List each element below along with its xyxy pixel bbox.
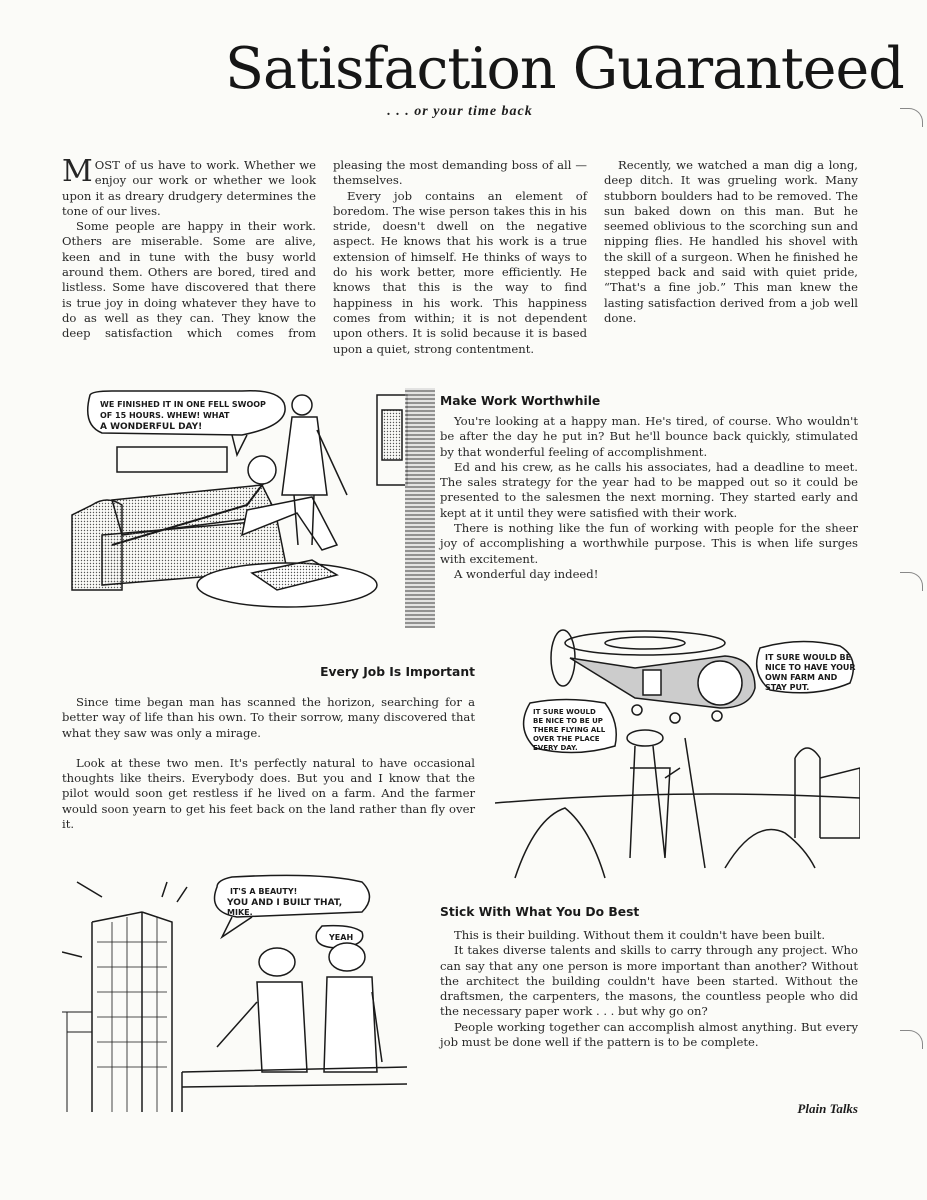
page-title: Satisfaction Guaranteed (225, 36, 904, 102)
builders-reply-bubble: YEAH (329, 933, 354, 942)
intro-paragraph-2: Some people are happy in their work. Others are miserable. Some are alive, keen and in tune with the busy world around them. Others are bored, tired and listless. Some have discovered that there is true joy in doing whatever they have to do as well as they can. They know the deep satisfaction which comes from pleasing the most demanding boss of all — themselves. (62, 158, 587, 341)
section-body-every-job-is-important (62, 695, 475, 832)
builders-bubble-line-2: YOU AND I BUILT THAT, (227, 898, 343, 908)
pilot-bubble-line-4: STAY PUT. (765, 683, 810, 692)
paragraph: Look at these two men. It's perfectly natural to have occasional thoughts like theirs. Everybody does. But you and I know that the pilot would soon get restless if he lived on a farm. And the farmer would soon yearn to get his feet back on the land rather than fly over it. (62, 755, 475, 832)
office-bubble-line-2: OF 15 HOURS. WHEW! WHAT (100, 411, 230, 420)
publication-signature: Plain Talks (797, 1101, 858, 1116)
paragraph: People working together can accomplish almost anything. But every job must be done well if the pattern is to be complete. (440, 1019, 858, 1050)
builders-cartoon-illustration (62, 872, 407, 1117)
halftone-strip (405, 388, 435, 628)
pilot-bubble-line-3: OWN FARM AND (765, 673, 838, 682)
paragraph: Ed and his crew, as he calls his associates, had a deadline to meet. The sales strategy for the year had to be mapped out so it could be presented to the salesmen the next morning. They started early and kept at it until they were satisfied with their work. (440, 459, 858, 520)
intro-columns (62, 154, 858, 373)
paragraph: It takes diverse talents and skills to carry through any project. Who can say that any one person is more important than another? Without the architect the building couldn't have been started. Without the draftsmen, the carpenters, the masons, the countless people who did the necessary paper work . . . but why go on? (440, 943, 858, 1019)
farmer-bubble-line-5: EVERY DAY. (533, 744, 578, 752)
intro-paragraph-1: MOST of us have to work. Whether we enjoy our work or whether we look upon it as dreary drudgery determines the tone of our lives. (62, 154, 316, 218)
office-cartoon-illustration (62, 385, 442, 630)
pilot-bubble-line-1: IT SURE WOULD BE (765, 653, 852, 662)
section-heading-every-job-is-important: Every Job Is Important (320, 665, 475, 679)
builders-bubble-line-3: MIKE. (227, 908, 253, 917)
farmer-bubble-line-4: OVER THE PLACE (533, 735, 600, 743)
paragraph: There is nothing like the fun of working with people for the sheer joy of accomplishing a worthwhile purpose. This is when life surges with excitement. (440, 521, 858, 566)
helicopter-farmer-cartoon-illustration (495, 628, 860, 883)
page-edge-mark (900, 1030, 923, 1049)
office-bubble-line-1: WE FINISHED IT IN ONE FELL SWOOP (100, 400, 266, 409)
pilot-bubble-line-2: NICE TO HAVE YOUR (765, 663, 856, 672)
page-subtitle: . . . or your time back (387, 104, 533, 119)
farmer-bubble-line-3: THERE FLYING ALL (533, 726, 606, 734)
section-heading-stick-with-what-you-do-best: Stick With What You Do Best (440, 905, 640, 919)
page-edge-mark (900, 572, 923, 591)
section-body-make-work-worthwhile (440, 414, 858, 582)
drop-cap: M (62, 154, 93, 189)
paragraph: You're looking at a happy man. He's tired, of course. Who wouldn't be after the day he put in? But he'll bounce back quickly, stimulated by that wonderful feeling of accomplishment. (440, 414, 858, 459)
paragraph: Since time began man has scanned the horizon, searching for a better way of life than his own. To their sorrow, many discovered that what they saw was only a mirage. (62, 695, 475, 740)
intro-paragraph-4: Recently, we watched a man dig a long, deep ditch. It was grueling work. Many stubborn boulders had to be removed. The sun baked down on this man. But he seemed oblivious to the scorching sun and nipping flies. He handled his shovel with the skill of a surgeon. When he finished he stepped back and said with quiet pride, “That's a fine job.” This man knew the lasting satisfaction derived from a job well done. (604, 158, 858, 325)
intro-paragraph-3: Every job contains an element of boredom. The wise person takes this in his stride, doesn't dwell on the negative aspect. He knows that his work is a true extension of himself. He thinks of ways to do his work better, more efficiently. He knows that this is the way to find happiness in his work. This happiness comes from within; it is not dependent upon others. It is solid because it is based upon a quiet, strong contentment. (333, 188, 587, 356)
paragraph: This is their building. Without them it couldn't have been built. (454, 928, 826, 942)
paragraph: A wonderful day indeed! (454, 566, 599, 581)
page-edge-mark (900, 108, 923, 127)
farmer-bubble-line-2: BE NICE TO BE UP (533, 717, 603, 725)
section-body-stick-with-what-you-do-best (440, 928, 858, 1050)
farmer-bubble-line-1: IT SURE WOULD (533, 708, 596, 716)
builders-bubble-line-1: IT'S A BEAUTY! (230, 887, 298, 896)
section-heading-make-work-worthwhile: Make Work Worthwhile (440, 394, 601, 408)
office-bubble-line-3: A WONDERFUL DAY! (100, 422, 203, 432)
